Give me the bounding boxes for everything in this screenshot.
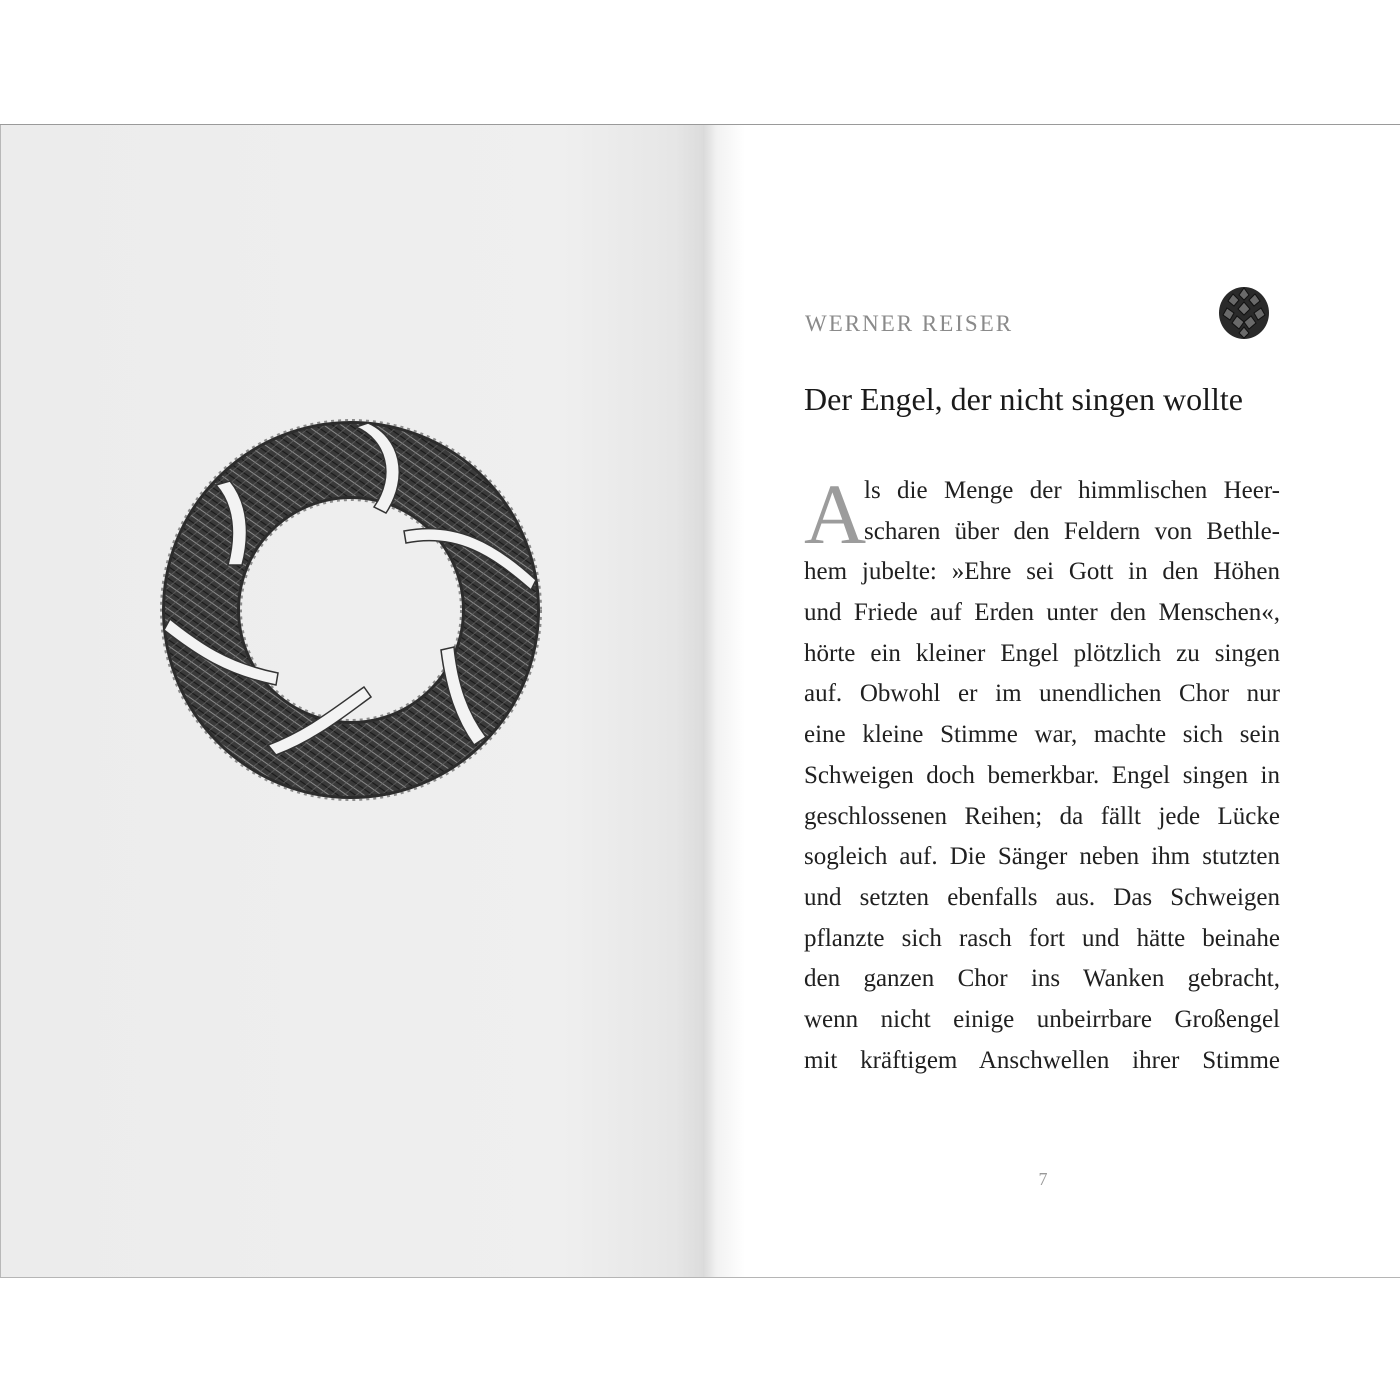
page-number: 7	[1038, 1169, 1048, 1189]
book-spread	[0, 124, 1400, 1278]
body-line: ls die Menge der himmlischen Heer-	[864, 477, 1280, 504]
body-line: mit kräftigem Anschwellen ihrer Stimme	[804, 1046, 1280, 1074]
body-line: hem jubelte: »Ehre sei Gott in den Höhen	[804, 558, 1280, 586]
body-line: hörte ein kleiner Engel plötzlich zu singen	[804, 639, 1280, 667]
body-line: Schweigen doch bemerkbar. Engel singen in	[804, 761, 1280, 789]
author-name: WERNER REISER	[805, 311, 1014, 336]
body-line: und setzten ebenfalls aus. Das Schweigen	[804, 883, 1280, 911]
drop-cap: A	[804, 466, 867, 562]
body-line: pflanzte sich rasch fort und hätte beinahe	[804, 924, 1280, 952]
left-page	[0, 125, 703, 1277]
body-line: den ganzen Chor ins Wanken gebracht,	[804, 965, 1280, 993]
body-line: wenn nicht einige unbeirrbare Großengel	[804, 1005, 1280, 1033]
body-line: scharen über den Feldern von Bethle-	[864, 517, 1280, 545]
body-line: und Friede auf Erden unter den Menschen«,	[804, 599, 1280, 627]
body-line: sogleich auf. Die Sänger neben ihm stutzten	[804, 843, 1280, 871]
body-line: geschlossenen Reihen; da fällt jede Lücke	[804, 802, 1280, 830]
wreath-illustration	[156, 415, 546, 805]
pinecone-icon	[1215, 280, 1273, 342]
right-page	[703, 125, 1400, 1277]
story-title: Der Engel, der nicht singen wollte	[804, 381, 1243, 417]
body-line: eine kleine Stimme war, machte sich sein	[804, 721, 1280, 749]
story-body	[804, 466, 1280, 1081]
body-line: auf. Obwohl er im unendlichen Chor nur	[804, 680, 1280, 708]
